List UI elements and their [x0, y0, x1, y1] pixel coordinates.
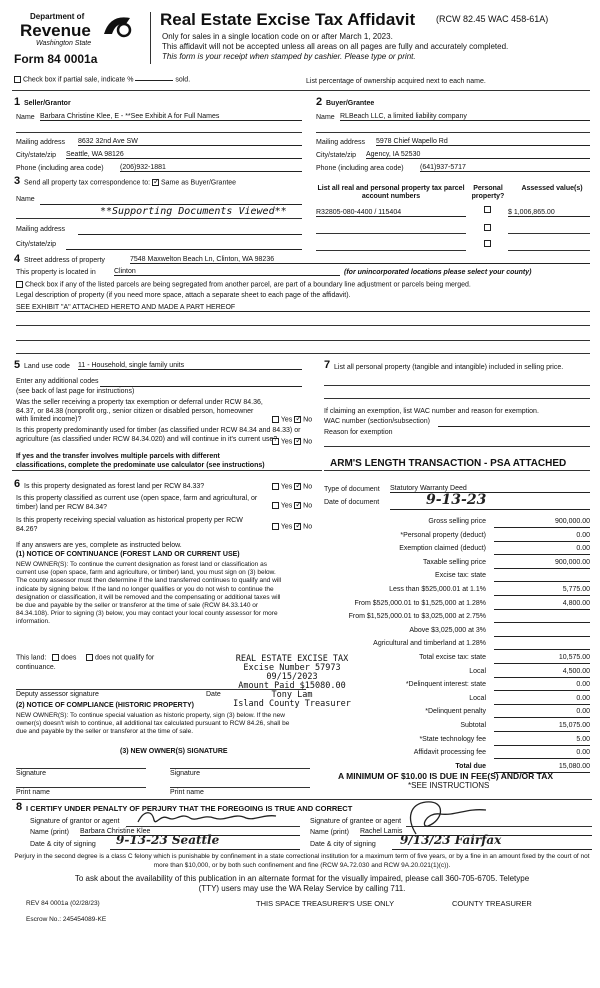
tax-row-label: Subtotal [460, 722, 486, 729]
seller-city-field[interactable]: Seattle, WA 98126 [66, 151, 302, 159]
land-use-field[interactable]: 11 - Household, single family units [78, 362, 302, 370]
stamp-line4: Amount Paid $15080.00 [238, 681, 346, 691]
treasurer-stamp [222, 655, 362, 709]
tax-row-value[interactable]: 0.00 [494, 545, 590, 555]
multiple-parcels-note: If yes and the transfer involves multiple parcels with different classifications, complete the predominate use calculator (see instructions) [16, 453, 265, 469]
yes-label: Yes [280, 502, 293, 510]
tax-row-label: *State technology fee [419, 735, 486, 743]
tax-row-value[interactable]: 15,075.00 [494, 722, 590, 732]
seller-heading: Seller/Grantor [24, 100, 71, 107]
no-label: No [303, 438, 313, 446]
seller-address-field[interactable]: 8632 32nd Ave SW [78, 138, 302, 146]
this-land-row [16, 654, 154, 661]
tax-row-label: Agricultural and timberland at 1.28% [373, 640, 486, 648]
parcel2-personal-checkbox[interactable] [484, 224, 491, 231]
perjury-notice: Perjury in the second degree is a class C felony which is punishable by confinement in a state correctional institution for a maximum term of five years, or by a fine in an amount fixed by the court of not more than $10,000, or by both such confinement and fine (RCW 9A.72.030 and RCW 9A.20.021(1)(c)). [14, 853, 590, 869]
tax-row-label: *Delinquent penalty [425, 708, 486, 716]
doc-date-label: Date of document [324, 499, 380, 506]
parcel1-personal-checkbox[interactable] [484, 206, 491, 213]
section-7-text: List all personal property (tangible and intangible) included in selling price. [334, 364, 564, 371]
legal-description-field[interactable]: SEE EXHIBIT "A" ATTACHED HERETO AND MADE A PART HEREOF [16, 304, 590, 312]
tax-row-value[interactable]: 0.00 [494, 695, 590, 705]
tax-row-label: *Personal property (deduct) [400, 531, 486, 539]
tax-row-value[interactable]: 4,500.00 [494, 668, 590, 678]
tax-row-label: Above $3,025,000 at 3% [409, 626, 486, 634]
partial-sale-checkbox[interactable] [14, 76, 21, 83]
seller-name-label: Name [16, 114, 35, 121]
agency-line2: Revenue [20, 21, 91, 40]
stamp-line2: Excise Number 57973 [243, 663, 341, 673]
does-not-label: does not qualify for [95, 654, 155, 662]
tax-row-value[interactable] [494, 627, 590, 637]
tax-row-value[interactable]: 5,775.00 [494, 586, 590, 596]
agency-logo [12, 10, 152, 66]
personal-property-col-header: Personal property? [471, 185, 505, 200]
compliance-text: NEW OWNER(S): To continue special valuation as historic property, sign (3) below. If the new owner(s) doesn't wish to continue, all additional tax calculated pursuant to RCW 84.26, shall be due and payable by the seller or transferor at the time of sale. [16, 712, 290, 736]
see-back-note: (see back of last page for instructions) [16, 388, 135, 395]
tax-row-label: Total excise tax: state [419, 654, 486, 661]
continuance-label: continuance. [16, 664, 56, 671]
additional-codes-label: Enter any additional codes [16, 378, 99, 385]
grantor-signature-label: Signature of grantor or agent [30, 818, 120, 825]
reason-label: Reason for exemption [324, 429, 393, 436]
grantee-name-field[interactable]: Rachel Lamis [360, 828, 592, 836]
agency-line3: Washington State [36, 40, 92, 47]
buyer-city-label: City/state/zip [316, 152, 357, 159]
seller-phone-label: Phone (including area code) [16, 165, 104, 172]
sec3-city-label: City/state/zip [16, 241, 57, 248]
yes-label: Yes [280, 416, 293, 424]
form-number: Form 84 0001a [14, 52, 98, 66]
tax-row-value[interactable]: 0.00 [494, 708, 590, 718]
stamp-line3: 09/15/2023 [266, 672, 318, 682]
partial-sale-label: Check box if partial sale, indicate % [22, 76, 134, 84]
forest-no-checkbox[interactable] [294, 483, 301, 490]
exemption-yes-checkbox[interactable] [272, 416, 279, 423]
compliance-title: (2) NOTICE OF COMPLIANCE (HISTORIC PROPERTY) [16, 702, 194, 709]
supporting-docs-stamp: **Supporting Documents Viewed** [100, 206, 287, 217]
minimum-notice: A MINIMUM OF $10.00 IS DUE IN FEE(S) AND/OR TAX [338, 771, 554, 781]
segregated-checkbox[interactable] [16, 281, 23, 288]
grantor-signature-icon[interactable] [134, 806, 284, 828]
historic-yes-checkbox[interactable] [272, 523, 279, 530]
yes-label: Yes [280, 438, 293, 446]
grantor-date-field[interactable]: 9-13-23 Seattle [116, 833, 220, 847]
doc-date-field[interactable]: 9-13-23 [426, 492, 487, 508]
header-line1: Only for sales in a single location code on or after March 1, 2023. [162, 32, 393, 41]
revenue-logo-icon [100, 12, 134, 40]
sec3-name-field[interactable] [40, 195, 302, 205]
buyer-heading: Buyer/Grantee [326, 100, 375, 107]
forest-question: Is this property designated as forest land per RCW 84.33? [24, 483, 205, 490]
current-use-no-checkbox[interactable] [294, 502, 301, 509]
tax-row-value[interactable]: 10,575.00 [494, 654, 590, 664]
same-as-buyer-label: Same as Buyer/Grantee [160, 179, 237, 187]
section-6-number: 6 [14, 478, 21, 490]
street-address-field[interactable]: 7548 Maxwelton Beach Ln, Clinton, WA 98236 [130, 256, 590, 264]
buyer-address-label: Mailing address [316, 139, 366, 146]
tax-row-value[interactable]: 4,800.00 [494, 600, 590, 610]
tax-row-value[interactable]: 900,000.00 [494, 518, 590, 528]
agency-line1: Department of [30, 12, 85, 21]
parcel-col-header: List all real and personal property tax parcel account numbers [317, 185, 465, 200]
no-label: No [303, 523, 313, 531]
assessed-value-col-header: Assessed value(s) [521, 185, 583, 192]
land-use-label: Land use code [24, 363, 70, 370]
deputy-date-label: Date [206, 691, 221, 698]
grantor-date-line [110, 848, 300, 850]
grantee-date-line [392, 848, 592, 850]
section-1-number: 1 [14, 96, 21, 108]
tax-row-label: Taxable selling price [422, 558, 486, 566]
availability-line2: (TTY) users may use the WA Relay Service by calling 711. [198, 884, 406, 893]
signature-label-1: Signature [16, 770, 46, 777]
grantee-signature-label: Signature of grantee or agent [310, 818, 402, 825]
grantor-date-label: Date & city of signing [30, 841, 96, 848]
escrow-number: Escrow No.: 245454089-KE [26, 916, 107, 923]
new-owner-signature-title: (3) NEW OWNER(S) SIGNATURE [120, 748, 228, 755]
sec3-address-label: Mailing address [16, 226, 66, 233]
partial-sale-sold: sold. [175, 76, 191, 84]
no-label: No [303, 416, 313, 424]
section-3-number: 3 [14, 175, 21, 187]
street-label: Street address of property [24, 257, 105, 264]
sec3-city-field[interactable] [66, 240, 302, 250]
tax-row-label: Affidavit processing fee [413, 749, 486, 757]
tax-row-value[interactable] [494, 572, 590, 582]
current-use-answer [272, 502, 312, 509]
current-use-question: Is this property classified as current use (open space, farm and agricultural, or timber) land per RCW 84.34? [16, 495, 258, 511]
additional-codes-field[interactable] [100, 377, 302, 387]
doc-type-field[interactable]: Statutory Warranty Deed [390, 485, 590, 493]
buyer-city-field[interactable]: Agency, IA 52530 [366, 151, 590, 159]
stamp-line6: Island County Treasurer [233, 699, 351, 709]
if-yes-note: If any answers are yes, complete as instructed below. [16, 542, 182, 549]
yes-label: Yes [280, 483, 293, 491]
grantor-name-label: Name (print) [30, 829, 69, 836]
seller-city-label: City/state/zip [16, 152, 57, 159]
tax-row-label: Total due [455, 762, 486, 770]
wac-field[interactable] [438, 417, 590, 427]
partial-sale-percent-field[interactable] [135, 80, 173, 81]
exemption-question: Was the seller receiving a property tax exemption or deferral under RCW 84.36, 84.37, or 84.38 (nonprofit org., senior citizen or disabled person, homeowner with limited income)? [16, 399, 263, 423]
continuance-title: (1) NOTICE OF CONTINUANCE (FOREST LAND OR CURRENT USE) [16, 551, 240, 558]
tax-row-value[interactable]: 0.00 [494, 749, 590, 759]
does-checkbox[interactable] [52, 654, 59, 661]
tax-row-label: Exemption claimed (deduct) [399, 545, 486, 553]
tax-row-value[interactable] [494, 613, 590, 623]
section-3-label: Send all property tax correspondence to: [24, 179, 151, 187]
historic-answer [272, 523, 312, 530]
tax-row-label: Gross selling price [428, 518, 486, 525]
parcel-number-field[interactable]: R32805-080-4400 / 115404 [316, 209, 466, 217]
grantor-name-field[interactable]: Barbara Christine Klee [80, 828, 300, 836]
forest-yes-checkbox[interactable] [272, 483, 279, 490]
signature-label-2: Signature [170, 770, 200, 777]
stamp-line5: Tony Lam [271, 690, 313, 700]
current-use-yes-checkbox[interactable] [272, 502, 279, 509]
list-percentage-note: List percentage of ownership acquired next to each name. [306, 78, 486, 85]
availability-line1: To ask about the availability of this publication in an alternate format for the visually impaired, please call 360-705-6705. Teletype [74, 874, 530, 883]
county-treasurer: COUNTY TREASURER [452, 899, 532, 908]
header-line2: This affidavit will not be accepted unless all areas on all pages are fully and accurately completed. [162, 42, 509, 51]
tax-row-label: From $1,525,000.01 to $3,025,000 at 2.75% [348, 613, 486, 621]
tax-row-label: Less than $525,000.01 at 1.1% [389, 586, 486, 593]
section-3-row [24, 179, 236, 186]
tax-row-value[interactable]: 15,080.00 [494, 763, 590, 773]
header-line3: This form is your receipt when stamped by cashier. Please type or print. [162, 52, 416, 61]
tax-row-value[interactable]: 0.00 [494, 681, 590, 691]
exemption-answer [272, 416, 312, 423]
buyer-name-label: Name [316, 114, 335, 121]
located-field[interactable]: Clinton [114, 268, 340, 276]
historic-question: Is this property receiving special valuation as historical property per RCW 84.26? [16, 517, 243, 533]
print-name-label-2: Print name [170, 789, 204, 796]
timber-yes-checkbox[interactable] [272, 438, 279, 445]
yes-label: Yes [280, 523, 293, 531]
buyer-name-field[interactable]: RLBeach LLC, a limited liability company [340, 113, 590, 121]
located-note: (for unincorporated locations please select your county) [344, 269, 532, 276]
tax-row-value[interactable]: 900,000.00 [494, 559, 590, 569]
tax-row-label: Excise tax: state [435, 572, 486, 580]
same-as-buyer-checkbox[interactable] [152, 179, 159, 186]
tax-row-label: Local [469, 667, 486, 675]
grantee-name-label: Name (print) [310, 829, 349, 836]
exemption-no-checkbox[interactable] [294, 416, 301, 423]
certify-statement: I CERTIFY UNDER PENALTY OF PERJURY THAT THE FOREGOING IS TRUE AND CORRECT [26, 804, 353, 813]
located-label: This property is located in [16, 269, 96, 276]
wac-label: WAC number (section/subsection) [324, 418, 430, 425]
buyer-phone-field[interactable]: (641)937-5717 [420, 164, 590, 172]
forest-answer [272, 483, 312, 490]
tax-row-label: Local [469, 694, 486, 702]
historic-no-checkbox[interactable] [294, 523, 301, 530]
print-name-label-1: Print name [16, 789, 50, 796]
buyer-phone-label: Phone (including area code) [316, 165, 404, 172]
timber-no-checkbox[interactable] [294, 438, 301, 445]
timber-question: Is this property predominantly used for timber (as classified under RCW 84.34 and 84.33) or agriculture (as classified under RCW 84.34.020) and will continue in it's current use? [16, 427, 301, 443]
parcel1-personal-checkbox-wrap [484, 206, 491, 213]
legal-description-label: Legal description of property (if you need more space, attach a separate sheet to each page of the affidavit). [16, 292, 351, 299]
segregated-label: Check box if any of the listed parcels are being segregated from another parcel, are part of a boundary line adjustment or parcels being merged. [24, 281, 471, 289]
does-not-checkbox[interactable] [86, 654, 93, 661]
this-land-label: This land: [16, 654, 47, 662]
section-4-number: 4 [14, 253, 21, 265]
form-rcw: (RCW 82.45 WAC 458-61A) [436, 14, 549, 24]
segregated-row [16, 281, 471, 288]
no-label: No [303, 483, 313, 491]
partial-sale-row [14, 76, 190, 83]
see-instructions: *SEE INSTRUCTIONS [408, 781, 490, 790]
reason-field[interactable]: ARM'S LENGTH TRANSACTION - PSA ATTACHED [330, 458, 567, 469]
section-8-number: 8 [16, 801, 23, 813]
section-7-number: 7 [324, 359, 331, 371]
tax-row-value[interactable]: 0.00 [494, 532, 590, 542]
tax-row-value[interactable]: 5.00 [494, 736, 590, 746]
does-label: does [61, 654, 77, 662]
sec3-name-label: Name [16, 196, 35, 203]
continuance-text: NEW OWNER(S): To continue the current designation as forest land or classification as current use (open space, farm and agriculture, or timber) land, you must sign on (3) below. The county assessor must then determine if the land transferred continues to qualify and will indicate by signing below. If the land no longer qualifies or you do not wish to continue the designation or classification, it will be removed and the compensating or additional taxes will be due and payable by the seller or transferor at the time of sale (RCW 84.33.140 or 84.34.108). Prior to signing (3) below, you may contact your local county assessor for more information. [16, 561, 282, 626]
parcel3-personal-checkbox[interactable] [484, 240, 491, 247]
rev-number: REV 84 0001a (02/28/23) [26, 900, 100, 907]
stamp-line1: REAL ESTATE EXCISE TAX [235, 654, 349, 664]
form-title: Real Estate Excise Tax Affidavit [160, 10, 416, 29]
exemption-claim-text: If claiming an exemption, list WAC number and reason for exemption. [324, 408, 539, 415]
parcel-assessed-value-field[interactable]: $ 1,006,865.00 [508, 209, 590, 217]
doc-date-line [390, 503, 590, 510]
buyer-address-field[interactable]: 5978 Chief Wapello Rd [376, 138, 590, 146]
no-label: No [303, 502, 313, 510]
timber-answer [272, 438, 312, 445]
grantee-date-label: Date & city of signing [310, 841, 376, 848]
treasurer-use-only: THIS SPACE TREASURER'S USE ONLY [256, 899, 395, 908]
seller-name-field[interactable]: Barbara Christine Klee, E - **See Exhibit A for Full Names [40, 113, 302, 121]
grantee-date-field[interactable]: 9/13/23 Fairfax [400, 833, 502, 847]
section-2-number: 2 [316, 96, 323, 108]
sec3-address-field[interactable] [78, 225, 302, 235]
doc-type-label: Type of document [324, 486, 380, 493]
seller-phone-field[interactable]: (206)932-1881 [120, 164, 302, 172]
deputy-signature-label: Deputy assessor signature [16, 691, 99, 698]
section-5-number: 5 [14, 359, 21, 371]
tax-row-value[interactable] [494, 640, 590, 650]
tax-row-label: From $525,000.01 to $1,525,000 at 1.28% [354, 599, 486, 607]
tax-row-label: *Delinquent interest: state [405, 681, 486, 689]
seller-address-label: Mailing address [16, 139, 66, 146]
